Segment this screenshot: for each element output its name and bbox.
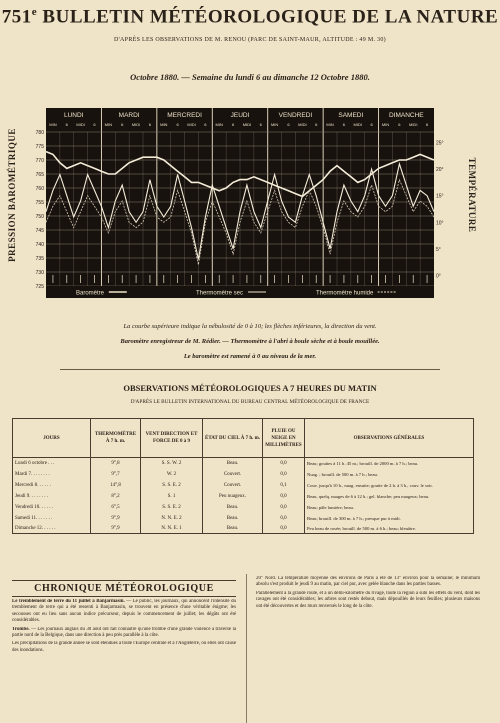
section-divider bbox=[60, 369, 440, 370]
sea-level-caption: Le baromètre est ramené à 0 au niveau de la mer. bbox=[183, 353, 317, 360]
temperature-tick-label: 25° bbox=[436, 140, 444, 147]
pressure-tick-label: 770 bbox=[35, 158, 44, 164]
time-tick-label: 6 bbox=[425, 122, 429, 127]
paragraph-text: — Le public, les journaux, qui annoncent l'intensité du tremblement de terre qui a été ressenti à Banjarmasin, se trouvent en présence d'une véritable énigme; les secousses ont eu lieu sans aucun indice précurseur, depuis le commencement de juillet; les dégâts ont été considérables. bbox=[12, 599, 236, 624]
weather-chart-svg bbox=[20, 104, 460, 304]
observations-subtitle: D'APRÈS LE BULLETIN INTERNATIONAL DU BUREAU CENTRAL MÉTÉOROLOGIQUE DE FRANCE bbox=[130, 399, 370, 405]
row-sky: Beau. bbox=[203, 502, 263, 513]
row-day: Jeudi 9. . . . . . . . bbox=[13, 491, 91, 502]
pressure-tick-label: 730 bbox=[35, 270, 44, 276]
time-tick-label: MIDI bbox=[408, 122, 418, 127]
header-rain: PLUIE OU NEIGE EN MILLIMÈTRES bbox=[263, 419, 305, 458]
chronique-left-column bbox=[12, 574, 236, 654]
chronique-heading: CHRONIQUE MÉTÉOROLOGIQUE bbox=[12, 580, 236, 597]
table-header-row bbox=[13, 419, 474, 458]
row-general: Beau; gouttes à 11 h. 45 m.; brouill. de 2000 m. à 7 h.; beau. bbox=[305, 458, 474, 470]
table-row bbox=[13, 491, 474, 502]
header-day: JOURS bbox=[13, 419, 91, 458]
row-temp: 6°,5 bbox=[91, 502, 141, 513]
row-day: Dimanche 12. . . . . . bbox=[13, 524, 91, 534]
issue-number: 751 bbox=[1, 6, 32, 28]
time-tick-label: 6 bbox=[176, 122, 179, 127]
pressure-tick-label: 775 bbox=[35, 144, 44, 150]
temperature-tick-label: 0° bbox=[436, 273, 441, 280]
table-row bbox=[13, 469, 474, 480]
pressure-tick-label: 750 bbox=[35, 214, 44, 220]
row-rain: 0,0 bbox=[263, 469, 305, 480]
time-tick-label: 6 bbox=[370, 122, 373, 127]
row-day: Mercredi 8. . . . . . bbox=[13, 480, 91, 491]
time-tick-label: MIN bbox=[326, 122, 334, 127]
row-wind: N. N. E. 1 bbox=[141, 524, 203, 534]
row-wind: W. 2 bbox=[141, 469, 203, 480]
row-sky: Beau. bbox=[203, 513, 263, 524]
row-rain: 0,0 bbox=[263, 513, 305, 524]
legend-wet-thermometer: Thermomètre humide bbox=[316, 290, 374, 297]
day-label: VENDREDI bbox=[278, 112, 313, 119]
time-tick-label: 6 bbox=[93, 122, 96, 127]
weather-chart bbox=[20, 104, 460, 304]
row-temp: 9°,9 bbox=[91, 513, 141, 524]
pressure-tick-label: 735 bbox=[35, 256, 44, 262]
bulletin-title bbox=[0, 6, 500, 28]
row-sky: Beau. bbox=[203, 458, 263, 470]
row-general: Beau; brouill. de 300 m. à 7 h.; presque pur à midi. bbox=[305, 513, 474, 524]
pressure-tick-label: 780 bbox=[35, 130, 44, 136]
bulletin-subtitle: D'APRÈS LES OBSERVATIONS DE M. RENOU (PARC DE SAINT-MAUR, ALTITUDE : 49 M. 30) bbox=[114, 37, 386, 43]
chronique-paragraph bbox=[12, 641, 236, 654]
time-tick-label: 6 bbox=[259, 122, 262, 127]
table-row bbox=[13, 524, 474, 534]
time-tick-label: MIDI bbox=[131, 122, 141, 127]
title-text: BULLETIN MÉTÉOROLOGIQUE DE LA NATURE bbox=[42, 6, 499, 28]
row-wind: S. 1 bbox=[141, 491, 203, 502]
chronique-right-column bbox=[256, 574, 480, 610]
day-label: SAMEDI bbox=[338, 112, 364, 119]
row-temp: 9°,8 bbox=[91, 458, 141, 470]
legend-dry-thermometer: Thermomètre sec bbox=[196, 290, 244, 297]
row-temp: 14°,8 bbox=[91, 480, 141, 491]
header-general: OBSERVATIONS GÉNÉRALES bbox=[305, 419, 474, 458]
time-tick-label: MIN bbox=[49, 122, 57, 127]
paragraph-text: 20° Nord. La température moyenne des environs de Paris a été de 13° environ pour la semaine; le minimum absolu s'est produit le jeudi 9 au matin, par ciel pur, avec gelée blanche dans les parties basses. bbox=[256, 576, 480, 588]
legend-barometer: Baromètre bbox=[76, 290, 105, 297]
pressure-tick-label: 765 bbox=[35, 172, 44, 178]
row-general: Couv. jusqu'à 10 h., nuag. ensuite; goutte de 2 h. à 3 h., couv. le soir. bbox=[305, 480, 474, 491]
row-rain: 0,0 bbox=[263, 502, 305, 513]
time-tick-label: MIDI bbox=[242, 122, 252, 127]
time-tick-label: MIN bbox=[104, 122, 113, 127]
row-rain: 0,1 bbox=[263, 480, 305, 491]
issue-suffix: e bbox=[31, 6, 38, 18]
row-day: Lundi 6 octobre . . . bbox=[13, 458, 91, 470]
temperature-tick-label: 15° bbox=[436, 193, 444, 200]
temperature-side-label bbox=[462, 105, 482, 285]
paragraph-text: Les précipitations de la grande année se sont étendues à toute l'Europe centrale et à l'Angleterre, où elles ont causé des inondations. bbox=[12, 641, 236, 653]
header-thermometer: THERMOMÈTRE À 7 h. m. bbox=[91, 419, 141, 458]
time-tick-label: 6 bbox=[398, 122, 401, 127]
table-row bbox=[13, 513, 474, 524]
paragraph-text: — Les journaux anglais du 30 août ont fait connaître qu'une trombe d'une grande violence a traversé la partie nord de la Belgique, dans une direction à peu près parallèle à la côte. bbox=[12, 626, 236, 639]
row-day: Vendredi 10. . . . . . bbox=[13, 502, 91, 513]
time-tick-label: MIN bbox=[160, 122, 168, 127]
time-tick-label: 6 bbox=[65, 122, 68, 127]
time-tick-label: 6 bbox=[121, 122, 124, 127]
table-row bbox=[13, 502, 474, 513]
pressure-tick-label: 755 bbox=[35, 200, 44, 206]
time-tick-label: MIN bbox=[381, 122, 390, 127]
time-tick-label: 6 bbox=[315, 122, 318, 127]
temperature-side-label-text: TEMPÉRATURE bbox=[467, 157, 477, 233]
time-tick-label: MIDI bbox=[353, 122, 363, 127]
temperature-tick-label: 20° bbox=[436, 167, 444, 174]
row-temp: 8°,2 bbox=[91, 491, 141, 502]
pressure-tick-label: 725 bbox=[35, 284, 44, 290]
day-label: DIMANCHE bbox=[388, 112, 424, 119]
time-tick-label: MIN bbox=[270, 122, 279, 127]
row-sky: Beau. bbox=[203, 524, 263, 534]
time-tick-label: MIDI bbox=[187, 122, 196, 127]
row-general: Beau; pâle lumière; beau. bbox=[305, 502, 474, 513]
header-sky: ÉTAT DU CIEL À 7 h. m. bbox=[203, 419, 263, 458]
time-tick-label: 6 bbox=[342, 122, 346, 127]
time-tick-label: 6 bbox=[231, 122, 235, 127]
observations-title: OBSERVATIONS MÉTÉOROLOGIQUES A 7 HEURES DU MATIN bbox=[123, 383, 377, 393]
row-general: Peu beau de rosée; brouill. de 500 m. à 6 h.; beau; bleuâtre. bbox=[305, 524, 474, 534]
time-tick-label: MIN bbox=[215, 122, 223, 127]
chronique-paragraph bbox=[256, 576, 480, 589]
time-tick-label: MIDI bbox=[76, 122, 85, 127]
table-row bbox=[13, 458, 474, 470]
chronique-paragraph bbox=[12, 599, 236, 625]
row-day: Mardi 7. . . . . . . . bbox=[13, 469, 91, 480]
day-label: LUNDI bbox=[63, 112, 84, 119]
observations-table bbox=[12, 418, 474, 534]
time-tick-label: 6 bbox=[148, 122, 152, 127]
day-label: JEUDI bbox=[230, 112, 250, 119]
row-general: Nuag. ; brouill. de 500 m. à 7 h.; beau. bbox=[305, 469, 474, 480]
row-temp: 9°,9 bbox=[91, 524, 141, 534]
pressure-side-label-text: PRESSION BAROMÉTRIQUE bbox=[7, 128, 17, 262]
row-general: Beau, quelq. nuages de 6 à 12 h.; gel. blanche; peu nuageux; beau. bbox=[305, 491, 474, 502]
paragraph-text: Parallèlement à la grande route, et à un demi-kilomètre du rivage, toute la région a subi les effets du vent, dont les ravages ont été considérables; les arbres sont restés debout, mais dépouillés de leurs feuilles; plusieurs maisons ont été découvertes et des murs renversés le long de la côte. bbox=[256, 590, 480, 609]
row-sky: Couvert. bbox=[203, 480, 263, 491]
row-wind: N. N. E. 2 bbox=[141, 513, 203, 524]
pressure-tick-label: 760 bbox=[35, 186, 44, 192]
table-row bbox=[13, 480, 474, 491]
row-sky: Peu nuageux. bbox=[203, 491, 263, 502]
row-rain: 0,0 bbox=[263, 458, 305, 470]
pressure-side-label bbox=[2, 105, 22, 285]
day-label: MARDI bbox=[118, 112, 140, 119]
instruments-caption: Baromètre enregistreur de M. Rédier. — Thermomètre à l'abri à boule sèche et à boule mouillée. bbox=[120, 338, 380, 345]
row-temp: 9°,7 bbox=[91, 469, 141, 480]
row-wind: S. S. E. 2 bbox=[141, 480, 203, 491]
row-wind: S. S. W. 2 bbox=[141, 458, 203, 470]
row-rain: 0,0 bbox=[263, 491, 305, 502]
pressure-tick-label: 745 bbox=[35, 228, 44, 234]
header-wind: VENT DIRECTION ET FORCE DE 0 à 9 bbox=[141, 419, 203, 458]
chronique-paragraph bbox=[12, 627, 236, 640]
chronique-paragraph bbox=[256, 591, 480, 610]
row-rain: 0,0 bbox=[263, 524, 305, 534]
week-caption: Octobre 1880. — Semaine du lundi 6 au dimanche 12 Octobre 1880. bbox=[130, 72, 370, 82]
paragraph-lead: Le tremblement de terre du 11 juillet à Banjarmasin. bbox=[12, 599, 125, 604]
row-sky: Couvert. bbox=[203, 469, 263, 480]
day-label: MERCREDI bbox=[167, 112, 202, 119]
row-day: Samedi 11. . . . . . . bbox=[13, 513, 91, 524]
paragraph-lead: Trombe. bbox=[12, 626, 30, 632]
column-divider bbox=[246, 574, 247, 723]
curve-note: La courbe supérieure indique la nébulosité de 0 à 10; les flèches inférieures, la direction du vent. bbox=[123, 323, 377, 330]
pressure-tick-label: 740 bbox=[35, 242, 44, 248]
time-tick-label: 6 bbox=[287, 122, 290, 127]
row-wind: S. S. E. 2 bbox=[141, 502, 203, 513]
temperature-tick-label: 5° bbox=[436, 246, 441, 253]
time-tick-label: 6 bbox=[204, 122, 207, 127]
time-tick-label: MIDI bbox=[298, 122, 307, 127]
temperature-tick-label: 10° bbox=[436, 220, 444, 227]
